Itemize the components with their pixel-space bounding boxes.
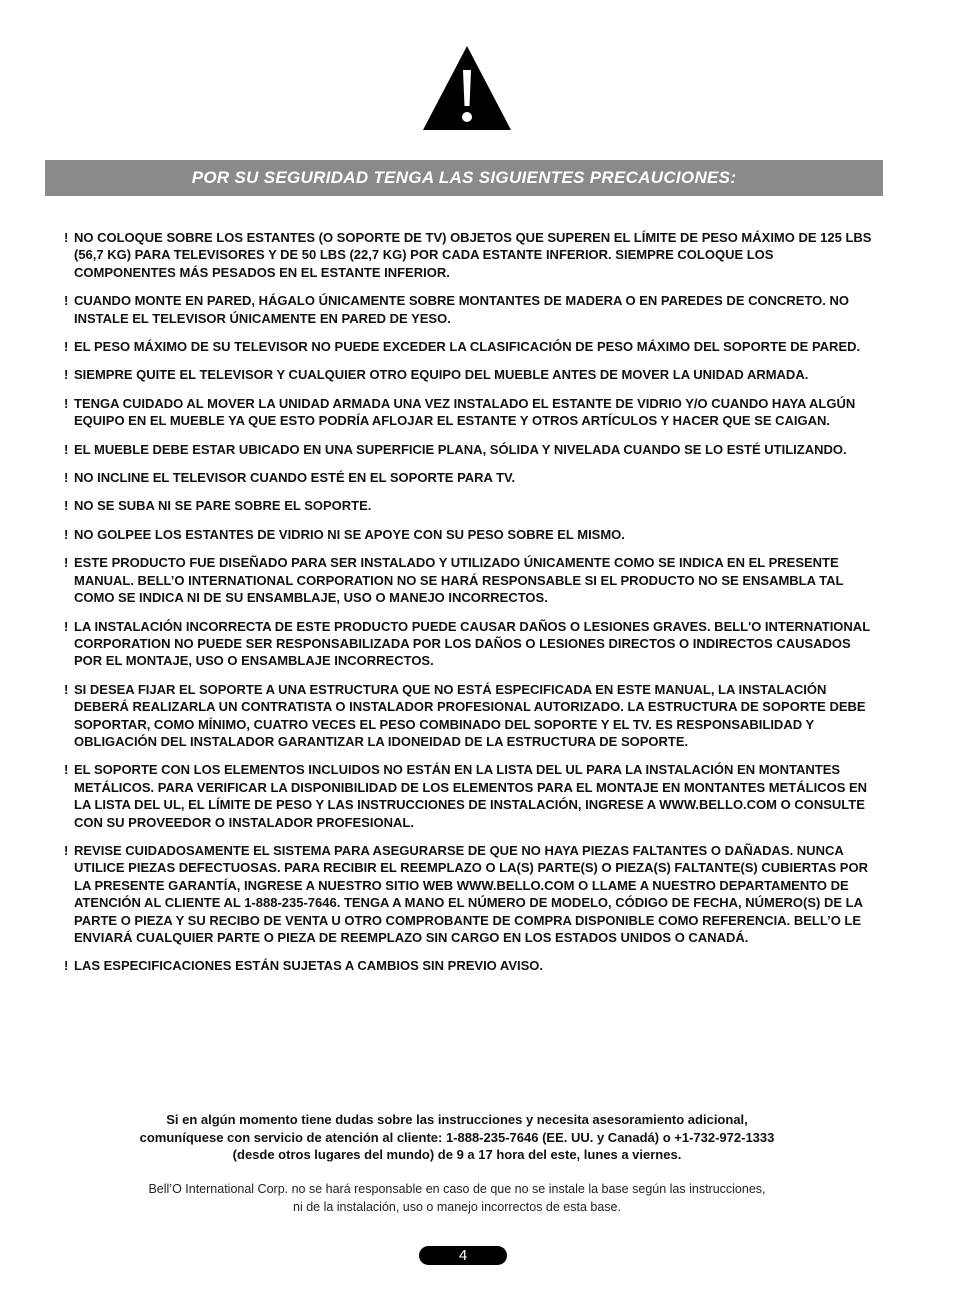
precaution-item [64,842,872,946]
liability-disclaimer [60,1180,854,1216]
bullet-mark: ! [64,441,69,457]
bullet-mark: ! [64,958,69,974]
precaution-item [64,366,872,383]
bullet-mark: ! [64,681,69,697]
precaution-item [64,292,872,327]
bullet-mark: ! [64,293,69,309]
contact-line: (desde otros lugares del mundo) de 9 a 17 hora del este, lunes a viernes. [232,1147,682,1163]
bullet-mark: ! [64,555,69,571]
precaution-item [64,957,872,974]
precaution-item [64,497,872,514]
precaution-item [64,554,872,606]
bullet-mark: ! [64,470,69,486]
precaution-text: LA INSTALACIÓN INCORRECTA DE ESTE PRODUCTO PUEDE CAUSAR DAÑOS O LESIONES GRAVES. BELL'O INTERNATIONAL CORPORATION NO PUEDE SER RESPONSABILIZADA POR LOS DAÑOS O LESIONES DIRECTOS O INDIRECTOS CAUSADOS POR EL MONTAJE, USO O ENSAMBLAJE INCORRECTOS. [74,618,870,669]
precaution-text: SI DESEA FIJAR EL SOPORTE A UNA ESTRUCTURA QUE NO ESTÁ ESPECIFICADA EN ESTE MANUAL, LA INSTALACIÓN DEBERÁ REALIZARLA UN CONTRATISTA O INSTALADOR PROFESIONAL AUTORIZADO. LA ESTRUCTURA DE SOPORTE DEBE SOPORTAR, COMO MÍNIMO, CUATRO VECES EL PESO COMBINADO DEL SOPORTE Y EL TV. ES RESPONSABILIDAD Y OBLIGACIÓN DEL INSTALADOR GARANTIZAR LA IDONEIDAD DE LA ESTRUCTURA DE SOPORTE. [74,681,866,749]
precaution-item [64,338,872,355]
bullet-mark: ! [64,367,69,383]
precaution-item [64,526,872,543]
disclaimer-line: ni de la instalación, uso o manejo incorrectos de esta base. [293,1200,621,1214]
bullet-mark: ! [64,762,69,778]
precaution-text: EL MUEBLE DEBE ESTAR UBICADO EN UNA SUPERFICIE PLANA, SÓLIDA Y NIVELADA CUANDO SE LO ESTÉ UTILIZANDO. [74,441,847,457]
contact-line: comuníquese con servicio de atención al cliente: 1-888-235-7646 (EE. UU. y Canadá) o +1-732-972-1333 [139,1129,775,1145]
precaution-text: EL PESO MÁXIMO DE SU TELEVISOR NO PUEDE EXCEDER LA CLASIFICACIÓN DE PESO MÁXIMO DEL SOPORTE DE PARED. [74,339,861,355]
bullet-mark: ! [64,498,69,514]
disclaimer-line: Bell’O International Corp. no se hará responsable en caso de que no se instale la base según las instrucciones, [148,1182,766,1196]
page-number: 4 [419,1246,507,1265]
warning-triangle-icon [421,44,513,132]
precaution-item [64,618,872,670]
precaution-text: NO GOLPEE LOS ESTANTES DE VIDRIO NI SE APOYE CON SU PESO SOBRE EL MISMO. [74,526,625,542]
precaution-text: TENGA CUIDADO AL MOVER LA UNIDAD ARMADA UNA VEZ INSTALADO EL ESTANTE DE VIDRIO Y/O CUANDO HAYA ALGÚN EQUIPO EN EL MUEBLE YA QUE ESTO PODRÍA AFLOJAR EL ESTANTE Y OTROS ARTÍCULOS Y HACER QUE SE CAIGAN. [74,395,856,429]
bullet-mark: ! [64,842,69,858]
precaution-text: LAS ESPECIFICACIONES ESTÁN SUJETAS A CAMBIOS SIN PREVIO AVISO. [74,958,544,974]
precaution-item [64,229,872,281]
bullet-mark: ! [64,618,69,634]
safety-banner [45,160,883,196]
customer-service-note [60,1111,854,1164]
precaution-text: REVISE CUIDADOSAMENTE EL SISTEMA PARA ASEGURARSE DE QUE NO HAYA PIEZAS FALTANTES O DAÑADAS. NUNCA UTILICE PIEZAS DEFECTUOSAS. PARA RECIBIR EL REEMPLAZO O LA(S) PARTE(S) O PIEZA(S) FALTANTE(S) CUBIERTAS POR LA PRESENTE GARANTÍA, INGRESE A NUESTRO SITIO WEB WWW.BELLO.COM O LLAME A NUESTRO DEPARTAMENTO DE ATENCIÓN AL CLIENTE AL 1-888-235-7646. TENGA A MANO EL NÚMERO DE MODELO, CÓDIGO DE FECHA, NÚMERO(S) DE LA PARTE O PIEZA Y SU RECIBO DE VENTA U OTRO COMPROBANTE DE COMPRA DISPONIBLE COMO REFERENCIA. BELL’O LE ENVIARÁ CUALQUIER PARTE O PIEZA DE REEMPLAZO SIN CARGO EN LOS ESTADOS UNIDOS O CANADÁ. [74,842,868,945]
precaution-item [64,441,872,458]
bullet-mark: ! [64,526,69,542]
precaution-item [64,469,872,486]
bullet-mark: ! [64,230,69,245]
precaution-text: ESTE PRODUCTO FUE DISEÑADO PARA SER INSTALADO Y UTILIZADO ÚNICAMENTE COMO SE INDICA EN EL PRESENTE MANUAL. BELL’O INTERNATIONAL CORPORATION NO SE HARÁ RESPONSABLE SI EL PRODUCTO NO SE ENSAMBLA TAL COMO SE INDICA NI DE SU ENSAMBLAJE, USO O MANEJO INCORRECTOS. [74,555,844,606]
precaution-item [64,395,872,430]
banner-title: POR SU SEGURIDAD TENGA LAS SIGUIENTES PRECAUCIONES: [191,168,737,187]
precaution-text: NO INCLINE EL TELEVISOR CUANDO ESTÉ EN EL SOPORTE PARA TV. [74,470,516,486]
contact-line: Si en algún momento tiene dudas sobre las instrucciones y necesita asesoramiento adicional, [166,1112,748,1127]
precaution-text: NO COLOQUE SOBRE LOS ESTANTES (O SOPORTE DE TV) OBJETOS QUE SUPEREN EL LÍMITE DE PESO MÁXIMO DE 125 LBS (56,7 KG) PARA TELEVISORES Y DE 50 LBS (22,7 KG) POR CADA ESTANTE INFERIOR. SIEMPRE COLOQUE LOS COMPONENTES MÁS PESADOS EN EL ESTANTE INFERIOR. [74,230,872,280]
bullet-mark: ! [64,395,69,411]
precaution-text: SIEMPRE QUITE EL TELEVISOR Y CUALQUIER OTRO EQUIPO DEL MUEBLE ANTES DE MOVER LA UNIDAD ARMADA. [74,367,809,383]
precaution-text: EL SOPORTE CON LOS ELEMENTOS INCLUIDOS NO ESTÁN EN LA LISTA DEL UL PARA LA INSTALACIÓN EN MONTANTES METÁLICOS. PARA VERIFICAR LA DISPONIBILIDAD DE LOS ELEMENTOS PARA EL MONTAJE EN MONTANTES METÁLICOS EN LA LISTA DEL UL, EL LÍMITE DE PESO Y LAS INSTRUCCIONES DE INSTALACIÓN, INGRESE A WWW.BELLO.COM O CONSULTE CON SU PROVEEDOR O INSTALADOR PROFESIONAL. [74,762,868,830]
precaution-item [64,761,872,831]
precaution-item [64,681,872,751]
precaution-text: NO SE SUBA NI SE PARE SOBRE EL SOPORTE. [74,498,372,514]
precautions-list [64,229,872,986]
precaution-text: CUANDO MONTE EN PARED, HÁGALO ÚNICAMENTE SOBRE MONTANTES DE MADERA O EN PAREDES DE CONCRETO. NO INSTALE EL TELEVISOR ÚNICAMENTE EN PARED DE YESO. [74,293,849,326]
bullet-mark: ! [64,339,69,355]
